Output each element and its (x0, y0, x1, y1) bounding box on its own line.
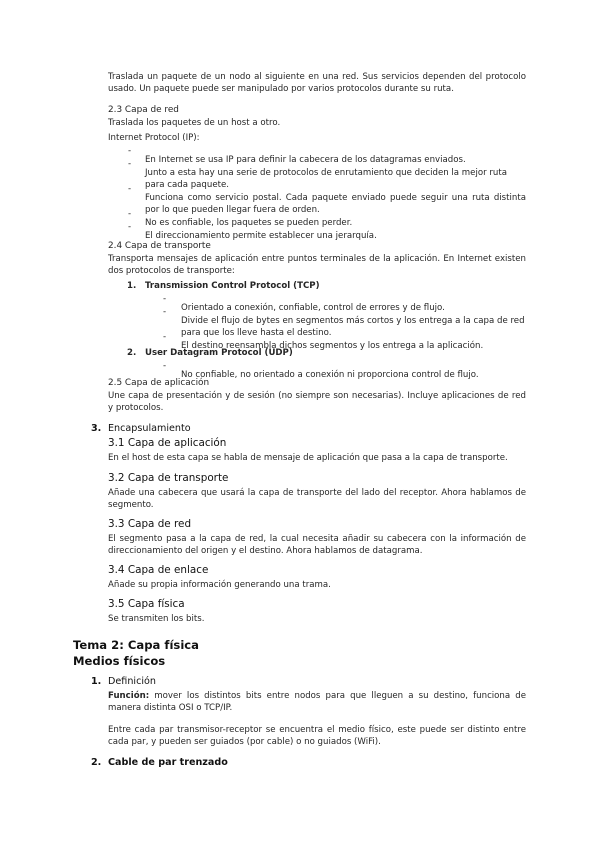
subsection-text: En el host de esta capa se habla de mensaje de aplicación que pasa a la capa de transporte. (108, 453, 508, 463)
list-number: 1. (91, 676, 102, 687)
section-text-aplicacion: Une capa de presentación y de sesión (no siempre son necesarias). Incluye aplicaciones de red y protocolos. (108, 391, 526, 414)
tcp-bullet: Divide el flujo de bytes en segmentos más cortos y los entrega a la capa de red para que los lleve hasta el destino. (181, 315, 525, 338)
bullet-dash: - (128, 184, 132, 194)
tcp-bullet: El destino reensambla dichos segmentos y los entrega a la aplicación. (181, 340, 484, 351)
ip-bullet: En Internet se usa IP para definir la cabecera de los datagramas enviados. (145, 154, 466, 165)
udp-title: User Datagram Protocol (UDP) (145, 348, 293, 358)
section-text-transporte: Transporta mensajes de aplicación entre puntos terminales de la aplicación. En Internet existen dos protocolos de transporte: (108, 254, 526, 277)
funcion-paragraph (108, 690, 526, 715)
list-number: 3. (91, 423, 102, 434)
ip-bullet: El direccionamiento permite establecer una jerarquía. (145, 230, 377, 241)
medio-fisico-paragraph: Entre cada par transmisor-receptor se encuentra el medio físico, este puede ser distinto entre cada par, y pueden ser guiados (por cable) o no guiados (WiFi). (108, 725, 526, 748)
tcp-title: Transmission Control Protocol (TCP) (145, 281, 320, 291)
subsection-heading: 3.1 Capa de aplicación (108, 437, 227, 449)
section-text-red: Traslada los paquetes de un host a otro. (108, 118, 281, 128)
bullet-dash: - (163, 294, 167, 304)
subsection-text: Añade una cabecera que usará la capa de transporte del lado del receptor. Ahora hablamos de segmento. (108, 488, 526, 511)
list-number: 2. (91, 757, 102, 768)
bullet-dash: - (163, 307, 167, 317)
bullet-dash: - (128, 146, 132, 156)
funcion-label: Función: (108, 691, 150, 701)
bullet-dash: - (163, 332, 167, 342)
section-heading-red: 2.3 Capa de red (108, 105, 179, 115)
subsection-text: Añade su propia información generando una trama. (108, 580, 331, 590)
subsection-text: El segmento pasa a la capa de red, la cual necesita añadir su cabecera con la información de direccionamiento del origen y el destino. Ahora hablamos de datagrama. (108, 534, 526, 557)
subsection-heading: 3.2 Capa de transporte (108, 472, 229, 484)
definicion-title: Definición (108, 676, 156, 687)
funcion-text: mover los distintos bits entre nodos para que lleguen a su destino, funciona de manera distinta OSI o TCP/IP. (108, 691, 526, 714)
intro-paragraph: Traslada un paquete de un nodo al siguiente en una red. Sus servicios dependen del protocolo usado. Un paquete puede ser manipulado por varios protocolos durante su ruta. (108, 72, 526, 95)
section-heading-transporte: 2.4 Capa de transporte (108, 241, 211, 251)
subsection-heading: 3.4 Capa de enlace (108, 564, 209, 576)
encapsulamiento-title: Encapsulamiento (108, 423, 191, 434)
subsection-text: Se transmiten los bits. (108, 614, 205, 624)
ip-bullet: Junto a esta hay una serie de protocolos de enrutamiento que deciden la mejor ruta para cada paquete. (145, 167, 507, 190)
cable-title: Cable de par trenzado (108, 757, 228, 768)
bullet-dash: - (163, 361, 167, 371)
subsection-heading: 3.5 Capa física (108, 598, 185, 610)
bullet-dash: - (128, 222, 132, 232)
chapter-title: Tema 2: Capa física (73, 638, 199, 652)
ip-bullet: Funciona como servicio postal. Cada paquete enviado puede seguir una ruta distinta por lo que pueden llegar fuera de orden. (145, 192, 526, 215)
chapter-subtitle: Medios físicos (73, 654, 166, 668)
subsection-heading: 3.3 Capa de red (108, 518, 192, 530)
tcp-bullet: Orientado a conexión, confiable, control de errores y de flujo. (181, 302, 445, 313)
ip-title: Internet Protocol (IP): (108, 133, 200, 143)
udp-bullet: No confiable, no orientado a conexión ni proporciona control de flujo. (181, 369, 479, 380)
list-number: 2. (127, 348, 137, 358)
bullet-dash: - (128, 159, 132, 169)
section-heading-aplicacion: 2.5 Capa de aplicación (108, 378, 210, 388)
list-number: 1. (127, 281, 137, 291)
bullet-dash: - (128, 209, 132, 219)
ip-bullet: No es confiable, los paquetes se pueden perder. (145, 217, 353, 228)
